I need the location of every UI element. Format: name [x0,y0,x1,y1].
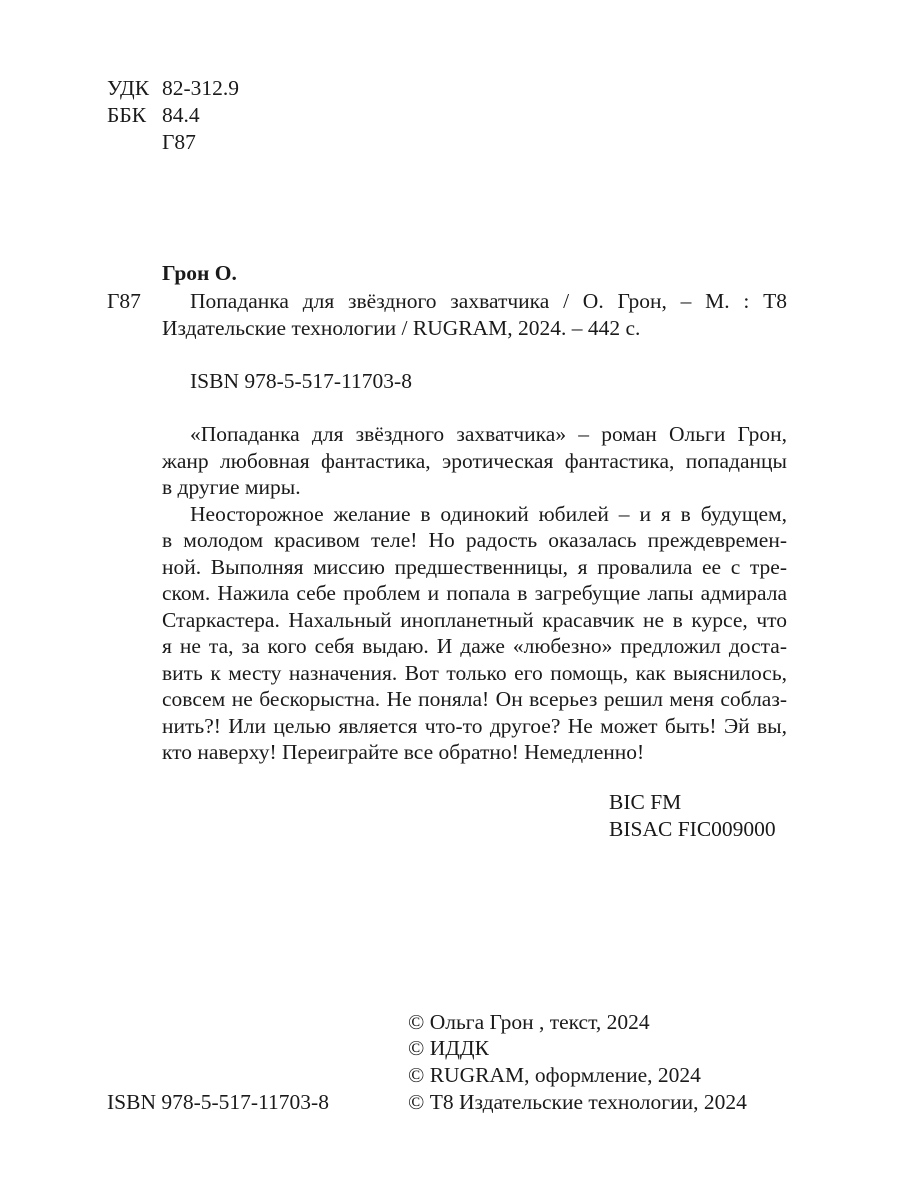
annotation-line: в молодом красивом теле! Но радость оказалась преждевремен- [162,528,787,552]
bic-code: BIC FM [609,790,682,814]
annotation-line: ной. Выполняя миссию предшественницы, я провалила ее с тре- [162,554,787,579]
annotation-line: ском. Нажила себе проблем и попала в загребущие лапы адмирала [162,581,787,605]
copyright-line: © RUGRAM, оформление, 2024 [408,1063,701,1087]
bbk-label: ББК [107,103,147,127]
record-isbn: ISBN 978-5-517-11703-8 [190,369,412,393]
udk-value: 82-312.9 [162,76,240,100]
annotation-line: в другие миры. [162,475,301,499]
annotation-line: нить?! Или целью является что-то другое? Не может быть! Эй вы, [162,713,787,738]
author-mark: Г87 [162,130,196,154]
annotation-line: Старкастера. Нахальный инопланетный красавчик не в курсе, что [162,607,787,632]
copyright-line: © ИДДК [408,1036,489,1060]
annotation-line: Неосторожное желание в одинокий юбилей – и я в будущем, [190,501,787,526]
annotation-line: жанр любовная фантастика, эротическая фантастика, попаданцы [162,448,787,473]
bbk-value: 84.4 [162,103,200,127]
copyright-line: © Т8 Издательские технологии, 2024 [408,1090,747,1114]
annotation-line: вить к месту назначения. Вот только его помощь, как выяснилось, [162,660,787,685]
bisac-code: BISAC FIC009000 [609,817,776,841]
author-heading: Грон О. [162,261,237,285]
annotation [162,421,787,766]
title-line-2: Издательские технологии / RUGRAM, 2024. – 442 с. [162,316,641,340]
record-author-mark: Г87 [107,289,141,313]
copyright-line: © Ольга Грон , текст, 2024 [408,1010,650,1034]
footer-isbn: ISBN 978-5-517-11703-8 [107,1090,329,1114]
annotation-line: совсем не бескорыстна. Не поняла! Он всерьез решил меня соблаз- [162,687,787,711]
annotation-line: кто наверху! Переиграйте все обратно! Немедленно! [162,740,645,764]
title-line-1: Попаданка для звёздного захватчика / О. Грон, – М. : Т8 [190,289,787,313]
udk-label: УДК [107,76,150,100]
annotation-line: я не та, за кого себя выдаю. И даже «любезно» предложил доста- [162,634,787,658]
annotation-line: «Попаданка для звёздного захватчика» – роман Ольги Грон, [190,422,787,446]
